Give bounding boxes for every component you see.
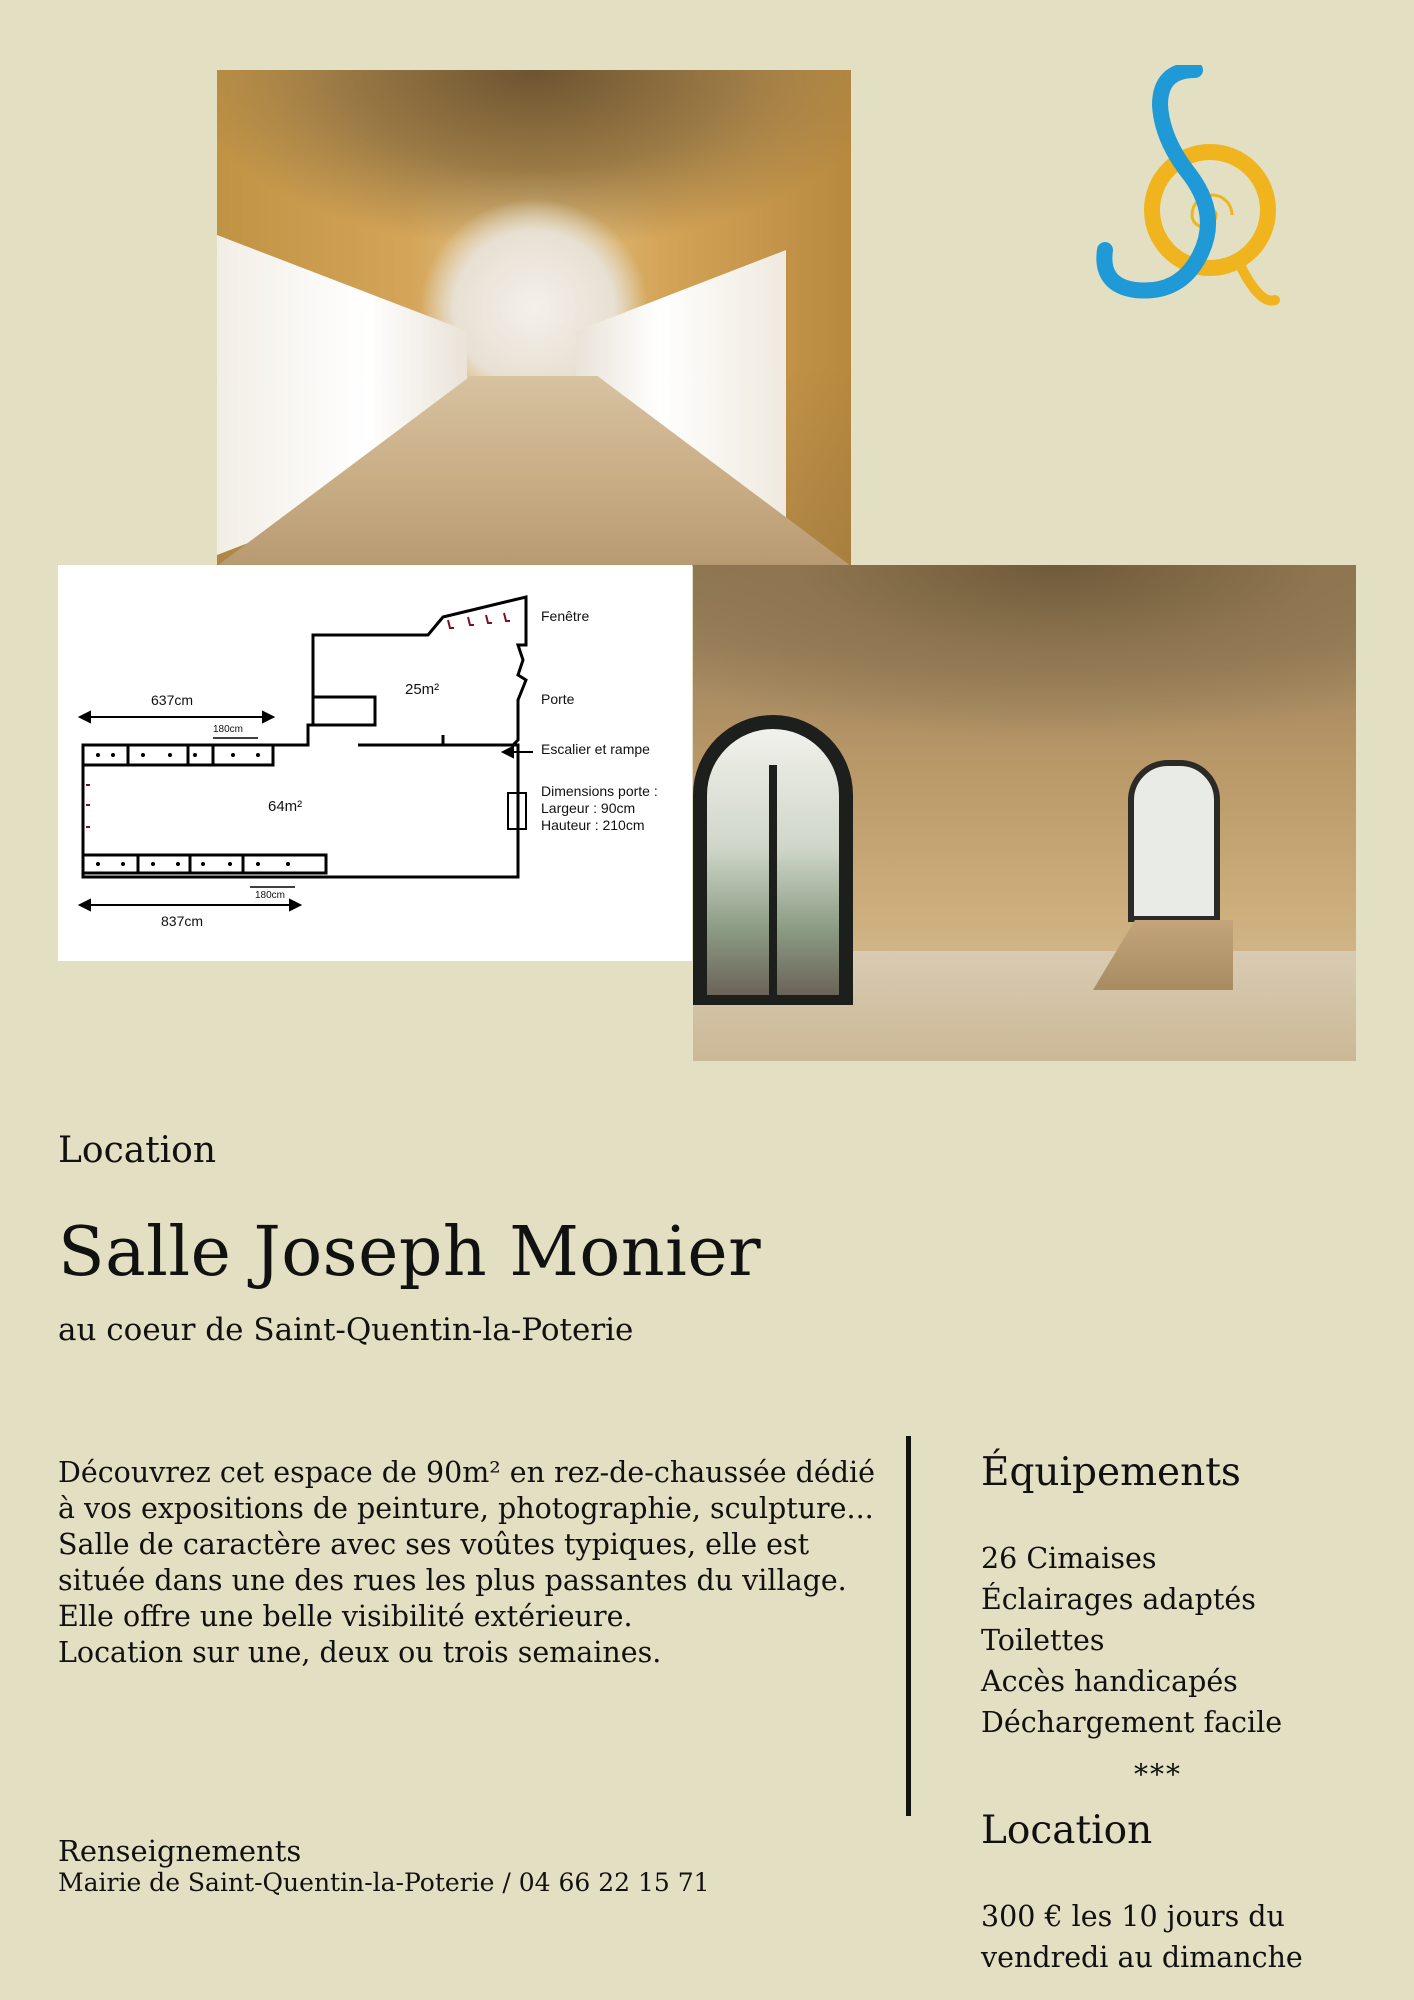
gallery-photo-vaulted — [217, 70, 851, 566]
plan-label-door-width: Largeur : 90cm — [541, 800, 636, 816]
description — [58, 1455, 875, 1671]
list-item: Accès handicapés — [981, 1665, 1238, 1698]
rental-title: Location — [981, 1808, 1153, 1853]
rental-price — [981, 1896, 1303, 1978]
page-title: Salle Joseph Monier — [58, 1213, 762, 1292]
equipment-title: Équipements — [981, 1450, 1241, 1495]
description-line: Elle offre une belle visibilité extérieure. — [58, 1600, 633, 1633]
list-item: Déchargement facile — [981, 1706, 1283, 1739]
separator: *** — [1134, 1758, 1182, 1791]
list-item: Toilettes — [981, 1624, 1105, 1657]
entrance-photo — [693, 565, 1356, 1061]
logo-sq — [1090, 65, 1280, 315]
plan-label-stairs: Escalier et rampe — [541, 741, 650, 757]
info-contact: Mairie de Saint-Quentin-la-Poterie / 04 66 22 15 71 — [58, 1868, 710, 1897]
info-title: Renseignements — [58, 1834, 302, 1868]
plan-label-door: Porte — [541, 691, 575, 707]
plan-label-door-height: Hauteur : 210cm — [541, 817, 645, 833]
plan-dim-180-bottom: 180cm — [255, 890, 286, 901]
description-line: située dans une des rues les plus passantes du village. — [58, 1564, 847, 1597]
page-kicker: Location — [58, 1130, 217, 1171]
description-line: à vos expositions de peinture, photographie, sculpture... — [58, 1492, 874, 1525]
price-line: vendredi au dimanche — [981, 1941, 1303, 1974]
plan-dim-180-top: 180cm — [213, 724, 244, 735]
plan-label-window: Fenêtre — [541, 608, 590, 624]
plan-dim-637: 637cm — [151, 692, 194, 708]
floor-plan — [58, 565, 692, 961]
plan-label-door-dims: Dimensions porte : — [541, 783, 658, 799]
vertical-divider — [906, 1436, 911, 1816]
list-item: 26 Cimaises — [981, 1542, 1157, 1575]
list-item: Éclairages adaptés — [981, 1583, 1256, 1616]
equipment-list — [981, 1538, 1282, 1743]
plan-room-25: 25m² — [405, 681, 440, 698]
page-subtitle: au coeur de Saint-Quentin-la-Poterie — [58, 1312, 634, 1348]
description-line: Salle de caractère avec ses voûtes typiques, elle est — [58, 1528, 810, 1561]
price-line: 300 € les 10 jours du — [981, 1900, 1285, 1933]
plan-room-64: 64m² — [268, 798, 303, 815]
plan-dim-837: 837cm — [161, 913, 204, 929]
description-line: Découvrez cet espace de 90m² en rez-de-chaussée dédié — [58, 1456, 875, 1489]
description-line: Location sur une, deux ou trois semaines. — [58, 1636, 662, 1669]
